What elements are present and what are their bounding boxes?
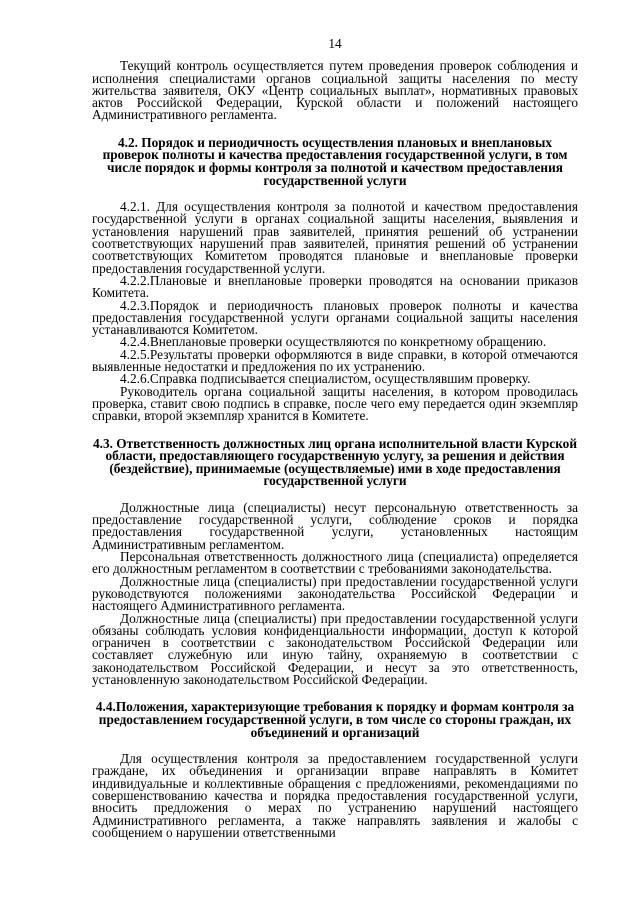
- paragraph-4-2-1: 4.2.1. Для осуществления контроля за полнотой и качеством предоставления государственной услуги в органах социальной защиты населения, выявления и установления нарушений прав заявителей, принятия решений об устранении соответствующих нарушений прав заявителей, принятия решений об устранении соответствующих Комитетом проводятся плановые и внеплановые проверки предоставления государственной услуги.: [92, 199, 578, 276]
- paragraph-4-3-1: Должностные лица (специалисты) несут персональную ответственность за предоставление государственной услуги, соблюдение сроков и порядка предоставления государственной услуги, установленных настоящим Административным регламентом.: [92, 499, 578, 552]
- section-4-2-title: 4.2. Порядок и периодичность осуществления плановых и внеплановых проверок полноты и качества предоставления государственной услуги, в том числе порядок и формы контроля за полнотой и качеством предоставления государственной услуги: [102, 134, 568, 188]
- section-4-3-title: 4.3. Ответственность должностных лиц органа исполнительной власти Курской области, предоставляющего государственную услугу, за решения и действия (бездействие), принимаемые (осуществляемые) ими в ходе предоставления государственной услуги: [92, 435, 577, 489]
- paragraph-4-2-head: Руководитель органа социальной защиты населения, в котором проводилась проверка, ставит свою подпись в справке, после чего ему передается один экземпляр справки, второй экземпляр хранится в Комитете.: [92, 383, 578, 424]
- paragraph-4-4-1: Для осуществления контроля за предоставлением государственной услуги граждане, их объединения и организации вправе направлять в Комитет индивидуальные и коллективные обращения с предложениями, рекомендациями по совершенствованию качества и порядка предоставления государственной услуги, вносить предложения о мерах по устранению нарушений настоящего Административного регламента, а также направлять заявления и жалобы с сообщением о нарушении ответственными: [92, 751, 578, 840]
- paragraph-4-2-3: 4.2.3.Порядок и периодичность плановых проверок полноты и качества предоставления государственной услуги органами социальной защиты населения устанавливаются Комитетом.: [92, 297, 578, 338]
- section-4-4-title: 4.4.Положения, характеризующие требования к порядку и формам контроля за предоставлением государственной услуги, в том числе со стороны граждан, их объединений и организаций: [95, 699, 575, 740]
- paragraph-4-3-4: Должностные лица (специалисты) при предоставлении государственной услуги обязаны соблюдать условия конфиденциальности информации, доступ к которой ограничен в соответствии с законодательством Российской Федерации или составляет служебную или иную тайну, охраняемую в соответствии с законодательством Российской Федерации, и несут за это ответственность, установленную законодательством Российской Федерации.: [92, 610, 578, 688]
- page-number: 14: [328, 36, 342, 51]
- paragraph-4-2-4: 4.2.4.Внеплановые проверки осуществляются по конкретному обращению.: [120, 334, 547, 350]
- intro-paragraph: Текущий контроль осуществляется путем проведения проверок соблюдения и исполнения специалистами органов социальной защиты населения по месту жительства заявителя, ОКУ «Центр социальных выплат», нормативных правовых актов Российской Федерации, Курской области и положений настоящего Административного регламента.: [92, 58, 578, 123]
- paragraph-4-3-2: Персональная ответственность должностного лица (специалиста) определяется его должностным регламентом в соответствии с требованиями законодательства.: [92, 549, 578, 577]
- paragraph-4-3-3: Должностные лица (специалисты) при предоставлении государственной услуги руководствуются положениями законодательства Российской Федерации и настоящего Административного регламента.: [92, 573, 578, 614]
- paragraph-4-2-6: 4.2.6.Справка подписывается специалистом, осуществлявшим проверку.: [120, 371, 531, 387]
- paragraph-4-2-5: 4.2.5.Результаты проверки оформляются в виде справки, в которой отмечаются выявленные недостатки и предложения по их устранению.: [92, 346, 578, 375]
- paragraph-4-2-2: 4.2.2.Плановые и внеплановые проверки проводятся на основании приказов Комитета.: [92, 272, 578, 301]
